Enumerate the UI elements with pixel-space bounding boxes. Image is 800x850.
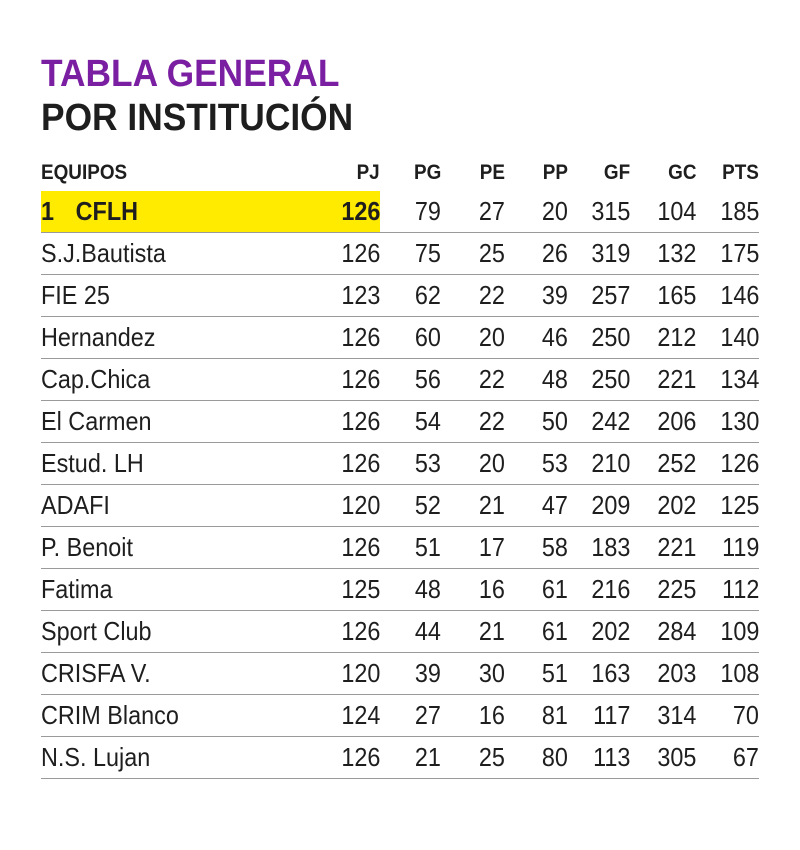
stat-cell-pg: 27 (380, 695, 441, 737)
column-header-team: EQUIPOS (41, 161, 128, 184)
stat-cell-pj: 126 (314, 401, 380, 443)
stat-cell-pj: 124 (314, 695, 380, 737)
team-name-cell: El Carmen (41, 401, 314, 443)
standings-panel (41, 52, 759, 779)
column-header-pp: PP (542, 161, 568, 184)
stat-cell-pg: 39 (380, 653, 441, 695)
team-name-cell: P. Benoit (41, 527, 314, 569)
stat-cell-pj: 120 (314, 653, 380, 695)
leader-pj: 126 (314, 191, 380, 233)
stat-cell-pp: 39 (505, 275, 568, 317)
stat-cell-pp: 80 (505, 737, 568, 779)
stat-cell-pj: 126 (314, 359, 380, 401)
leader-team-cell (41, 191, 314, 233)
table-row (41, 611, 759, 653)
stat-cell-pts: 140 (696, 317, 759, 359)
table-row (41, 695, 759, 737)
stat-cell-pg: 75 (380, 233, 441, 275)
stat-cell-gc: 206 (630, 401, 696, 443)
stat-cell-pe: 30 (441, 653, 505, 695)
stat-cell-pg: 21 (380, 737, 441, 779)
column-header-gc: GC (667, 161, 696, 184)
stat-cell-pe: 16 (441, 569, 505, 611)
stat-cell-pp: 53 (505, 443, 568, 485)
column-header-pe: PE (479, 161, 505, 184)
stat-cell-pp: 50 (505, 401, 568, 443)
leader-rank: 1 (41, 196, 55, 226)
stat-cell-pts: 108 (696, 653, 759, 695)
table-row (41, 359, 759, 401)
stat-cell-pg: 54 (380, 401, 441, 443)
column-header-pj: PJ (356, 161, 380, 184)
stat-cell-pts: 126 (696, 443, 759, 485)
stat-cell-gc: 212 (630, 317, 696, 359)
stat-cell-gc: 203 (630, 653, 696, 695)
table-row (41, 401, 759, 443)
stat-cell-pg: 48 (380, 569, 441, 611)
team-name-cell: Hernandez (41, 317, 314, 359)
stat-cell-gf: 250 (568, 359, 630, 401)
team-name-cell: Fatima (41, 569, 314, 611)
team-name-cell: Sport Club (41, 611, 314, 653)
stat-cell-pj: 126 (314, 737, 380, 779)
stat-cell-gf: 242 (568, 401, 630, 443)
stat-cell-pp: 61 (505, 569, 568, 611)
table-row (41, 275, 759, 317)
stat-cell-pj: 120 (314, 485, 380, 527)
table-header-row (41, 155, 759, 191)
stat-cell-gf: 117 (568, 695, 630, 737)
stat-cell-pp: 51 (505, 653, 568, 695)
stat-cell-pts: 146 (696, 275, 759, 317)
stat-cell-pe: 22 (441, 401, 505, 443)
stat-cell-pe: 21 (441, 611, 505, 653)
column-header-pg: PG (413, 161, 441, 184)
stat-cell-pg: 56 (380, 359, 441, 401)
stat-cell-pe: 17 (441, 527, 505, 569)
stat-cell-gc: 252 (630, 443, 696, 485)
column-header-gf: GF (603, 161, 630, 184)
team-name-cell: ADAFI (41, 485, 314, 527)
stat-cell-pj: 126 (314, 317, 380, 359)
team-name-cell: S.J.Bautista (41, 233, 314, 275)
stat-cell-pts: 134 (696, 359, 759, 401)
stat-cell-pp: 47 (505, 485, 568, 527)
team-name-cell: CRISFA V. (41, 653, 314, 695)
table-row (41, 569, 759, 611)
stat-cell-pts: 175 (696, 233, 759, 275)
page-subtitle: POR INSTITUCIÓN (41, 97, 354, 139)
stat-cell-gf: 319 (568, 233, 630, 275)
stat-cell-pts: 67 (696, 737, 759, 779)
leader-pg: 79 (380, 191, 441, 233)
team-name-cell: CRIM Blanco (41, 695, 314, 737)
table-row (41, 737, 759, 779)
team-name-cell: Estud. LH (41, 443, 314, 485)
stat-cell-gf: 210 (568, 443, 630, 485)
table-row (41, 653, 759, 695)
team-name-cell: FIE 25 (41, 275, 314, 317)
stat-cell-pp: 58 (505, 527, 568, 569)
stat-cell-pts: 112 (696, 569, 759, 611)
table-row (41, 317, 759, 359)
stat-cell-gc: 221 (630, 359, 696, 401)
table-row (41, 527, 759, 569)
stat-cell-pe: 22 (441, 275, 505, 317)
stat-cell-pe: 21 (441, 485, 505, 527)
stat-cell-pg: 51 (380, 527, 441, 569)
standings-table (41, 155, 759, 779)
stat-cell-pg: 53 (380, 443, 441, 485)
leader-pts: 185 (696, 191, 759, 233)
stat-cell-pe: 22 (441, 359, 505, 401)
stat-cell-pj: 126 (314, 611, 380, 653)
stat-cell-gf: 216 (568, 569, 630, 611)
stat-cell-gc: 132 (630, 233, 696, 275)
stat-cell-pj: 123 (314, 275, 380, 317)
leader-team-name: CFLH (75, 196, 139, 226)
stat-cell-pe: 20 (441, 443, 505, 485)
stat-cell-pts: 125 (696, 485, 759, 527)
stat-cell-gf: 183 (568, 527, 630, 569)
stat-cell-pj: 126 (314, 443, 380, 485)
stat-cell-gc: 165 (630, 275, 696, 317)
stat-cell-pj: 125 (314, 569, 380, 611)
stat-cell-pj: 126 (314, 233, 380, 275)
team-name-cell: Cap.Chica (41, 359, 314, 401)
stat-cell-pg: 52 (380, 485, 441, 527)
stat-cell-pe: 25 (441, 233, 505, 275)
stat-cell-pp: 61 (505, 611, 568, 653)
leader-gf: 315 (568, 191, 630, 233)
stat-cell-gf: 209 (568, 485, 630, 527)
stat-cell-gc: 221 (630, 527, 696, 569)
stat-cell-pe: 20 (441, 317, 505, 359)
team-name-cell: N.S. Lujan (41, 737, 314, 779)
stat-cell-gc: 314 (630, 695, 696, 737)
stat-cell-gf: 113 (568, 737, 630, 779)
stat-cell-pg: 62 (380, 275, 441, 317)
stat-cell-gf: 202 (568, 611, 630, 653)
table-row (41, 485, 759, 527)
stat-cell-pe: 25 (441, 737, 505, 779)
table-row (41, 443, 759, 485)
leader-pp: 20 (505, 191, 568, 233)
stat-cell-gf: 250 (568, 317, 630, 359)
leader-row (41, 191, 759, 233)
stat-cell-gf: 257 (568, 275, 630, 317)
stat-cell-pp: 81 (505, 695, 568, 737)
leader-gc: 104 (630, 191, 696, 233)
stat-cell-pg: 60 (380, 317, 441, 359)
stat-cell-gc: 305 (630, 737, 696, 779)
stat-cell-pg: 44 (380, 611, 441, 653)
column-header-pts: PTS (722, 161, 759, 184)
stat-cell-pts: 109 (696, 611, 759, 653)
stat-cell-pp: 48 (505, 359, 568, 401)
stat-cell-pe: 16 (441, 695, 505, 737)
stat-cell-gf: 163 (568, 653, 630, 695)
stat-cell-gc: 202 (630, 485, 696, 527)
stat-cell-pp: 26 (505, 233, 568, 275)
stat-cell-gc: 284 (630, 611, 696, 653)
table-row (41, 233, 759, 275)
stat-cell-pts: 119 (696, 527, 759, 569)
leader-pe: 27 (441, 191, 505, 233)
stat-cell-pj: 126 (314, 527, 380, 569)
page-title: TABLA GENERAL (41, 53, 340, 95)
stat-cell-pp: 46 (505, 317, 568, 359)
stat-cell-pts: 70 (696, 695, 759, 737)
stat-cell-gc: 225 (630, 569, 696, 611)
stat-cell-pts: 130 (696, 401, 759, 443)
